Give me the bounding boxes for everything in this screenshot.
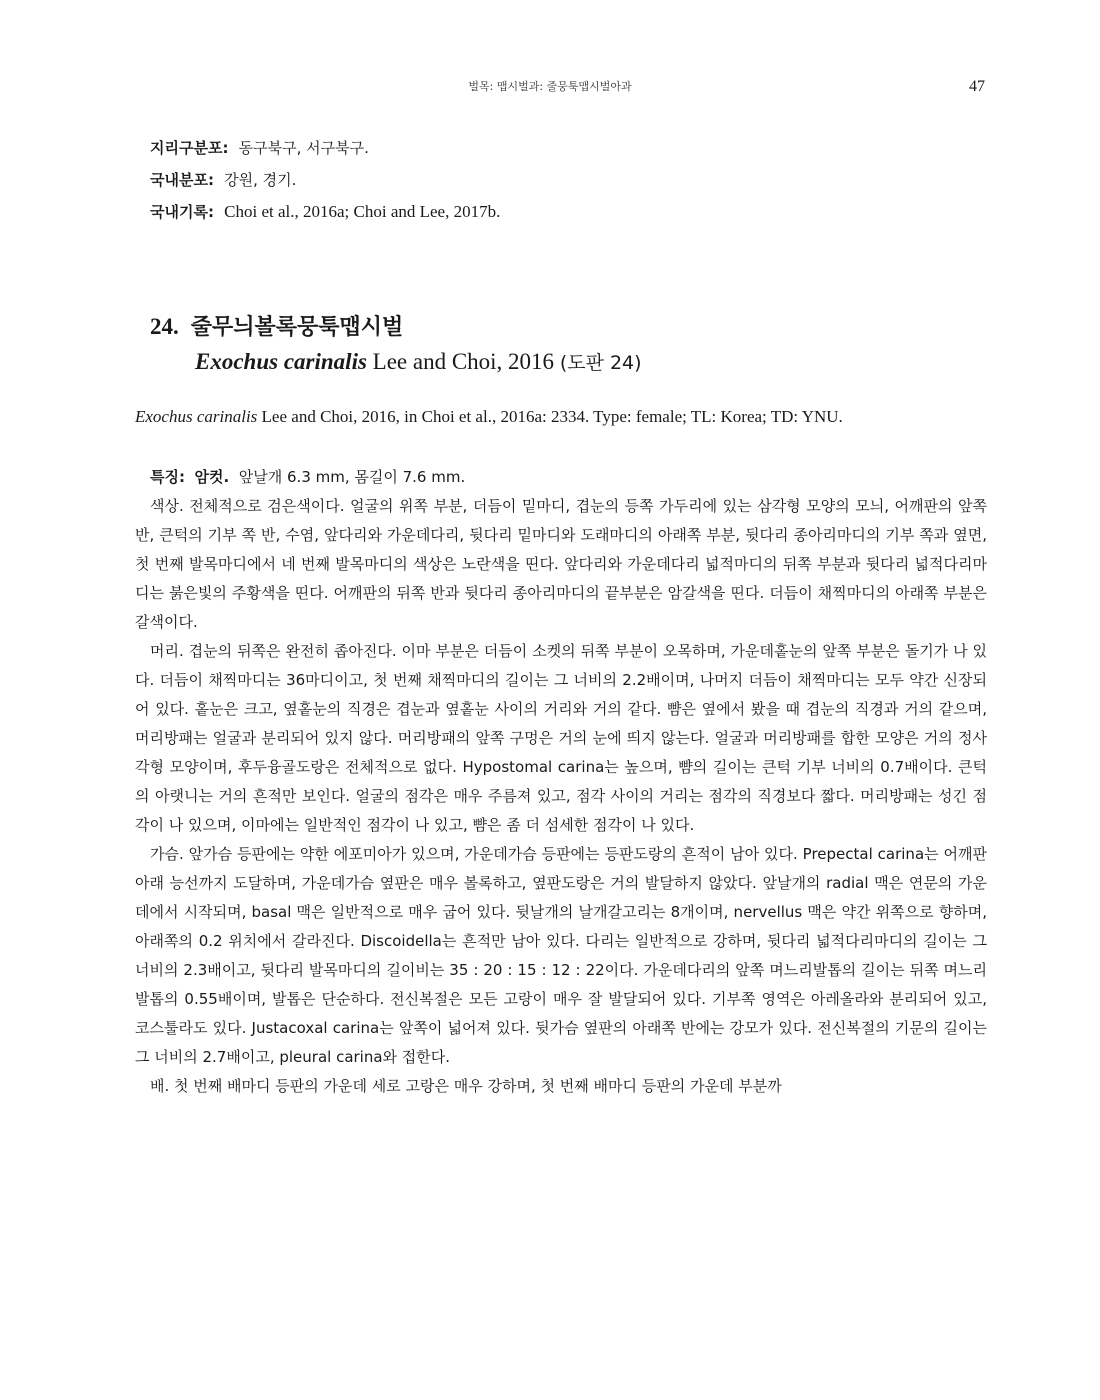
species-korean-name: 줄무늬볼록뭉툭맵시벌 <box>190 315 404 340</box>
species-heading <box>150 310 990 380</box>
species-description <box>135 463 987 1101</box>
thorax-paragraph: 가슴. 앞가슴 등판에는 약한 에포미아가 있으며, 가운데가슴 등판에는 등판도랑의 흔적이 남아 있다. Prepectal carina는 어깨판 아래 능선까지 도달하며, 가운데가슴 옆판은 매우 볼록하고, 옆판도랑은 거의 발달하지 않았다. 앞날개의 radial 맥은 연문의 가운데에서 시작되며, basal 맥은 일반적으로 매우 굽어 있다. 뒷날개의 날개갈고리는 8개이며, nervellus 맥은 약간 위쪽으로 향하며, 아래쪽의 0.2 위치에서 갈라진다. Discoidella는 흔적만 남아 있다. 다리는 일반적으로 강하며, 뒷다리 넓적다리마디의 길이는 그 너비의 2.3배이고, 뒷다리 발목마디의 길이비는 35 : 20 : 15 : 12 : 22이다. 가운데다리의 앞쪽 며느리발톱의 길이는 뒤쪽 며느리발톱의 0.55배이며, 발톱은 단순하다. 전신복절은 모든 고랑이 매우 잘 발달되어 있다. 기부쪽 영역은 아레올라와 분리되어 있고, 코스툴라도 있다. Justacoxal carina는 앞쪽이 넓어져 있다. 뒷가슴 옆판의 아래쪽 반에는 강모가 있다. 전신복절의 기문의 길이는 그 너비의 2.7배이고, pleural carina와 접한다. <box>135 845 987 1066</box>
korea-records-value: Choi et al., 2016a; Choi and Lee, 2017b. <box>224 202 501 221</box>
species-number: 24. <box>150 314 179 339</box>
distribution-block <box>150 132 970 228</box>
world-distribution-value: 동구북구, 서구북구. <box>238 139 369 157</box>
species-scientific-line <box>150 345 990 380</box>
abdomen-paragraph: 배. 첫 번째 배마디 등판의 가운데 세로 고랑은 매우 강하며, 첫 번째 배마디 등판의 가운데 부분까 <box>150 1077 782 1095</box>
korea-distribution-line: 국내분포: 강원, 경기. <box>150 171 297 189</box>
korea-distribution-label: 국내분포 <box>150 171 208 189</box>
species-plate: (도판 24) <box>559 352 642 374</box>
color-paragraph: 색상. 전체적으로 검은색이다. 얼굴의 위쪽 부분, 더듬이 밑마디, 겹눈의 등쪽 가두리에 있는 삼각형 모양의 모늬, 어깨판의 앞쪽 반, 큰턱의 기부 쪽 반, 수염, 앞다리와 가운데다리, 뒷다리 밑마디와 도래마디의 아래쪽 부분, 뒷다리 종아리마디의 기부 쪽과 옆면, 첫 번째 발목마디에서 네 번째 발목마디의 색상은 노란색을 띤다. 앞다리와 가운데다리 넓적마디의 뒤쪽 부분과 뒷다리 넓적다리마디는 붉은빛의 주황색을 띤다. 어깨판의 뒤쪽 반과 뒷다리 종아리마디의 끝부분은 암갈색을 띤다. 더듬이 채찍마디의 아래쪽 부분은 갈색이다. <box>135 497 987 631</box>
head-paragraph: 머리. 겹눈의 뒤쪽은 완전히 좁아진다. 이마 부분은 더듬이 소켓의 뒤쪽 부분이 오목하며, 가운데홑눈의 앞쪽 부분은 돌기가 나 있다. 더듬이 채찍마디는 36마디이고, 첫 번째 채찍마디의 길이는 그 너비의 2.2배이며, 나머지 더듬이 채찍마디는 모두 약간 신장되어 있다. 홑눈은 크고, 옆홑눈의 직경은 겹눈과 옆홑눈 사이의 거리와 거의 같다. 뺨은 옆에서 봤을 때 겹눈의 직경과 거의 같으며, 머리방패는 얼굴과 분리되어 있지 않다. 머리방패의 앞쪽 구멍은 거의 눈에 띄지 않는다. 얼굴과 머리방패를 합한 모양은 거의 정사각형 모양이며, 후두융골도랑은 전체적으로 없다. Hypostomal carina는 높으며, 뺨의 길이는 큰턱 기부 너비의 0.7배이다. 큰턱의 아랫니는 거의 흔적만 보인다. 얼굴의 점각은 매우 주름져 있고, 점각 사이의 거리는 점각의 직경보다 짧다. 머리방패는 성긴 점각이 나 있으며, 이마에는 일반적인 점각이 나 있고, 뺨은 좀 더 섬세한 점각이 나 있다. <box>135 642 987 834</box>
feature-label: 특징 <box>150 468 179 486</box>
species-scientific-name: Exochus carinalis <box>195 349 367 374</box>
sex-label: 암컷 <box>194 468 224 486</box>
world-distribution-line: 지리구분포: 동구북구, 서구북구. <box>150 139 369 157</box>
page-header <box>0 78 1100 98</box>
korea-records-line: 국내기록: Choi et al., 2016a; Choi and Lee, 2017b. <box>150 202 501 221</box>
features-paragraph: 특징: 암컷. 앞날개 6.3 mm, 몸길이 7.6 mm. <box>150 468 466 486</box>
korea-distribution-value: 강원, 경기. <box>224 171 297 189</box>
synonym-citation <box>135 404 995 430</box>
synonym-citation-text: Lee and Choi, 2016, in Choi et al., 2016a: 2334. Type: female; TL: Korea; TD: YNU. <box>261 407 843 426</box>
world-distribution-label: 지리구분포 <box>150 139 223 157</box>
korea-records-label: 국내기록 <box>150 203 208 221</box>
running-head: 벌목: 맵시벌과: 줄뭉툭맵시벌아과 <box>468 80 632 93</box>
page-number: 47 <box>969 78 985 95</box>
synonym-scientific-name: Exochus carinalis <box>135 407 258 426</box>
measurements: 앞날개 6.3 mm, 몸길이 7.6 mm. <box>238 468 466 486</box>
species-korean-line <box>150 310 990 345</box>
species-author: Lee and Choi, 2016 <box>372 349 555 374</box>
